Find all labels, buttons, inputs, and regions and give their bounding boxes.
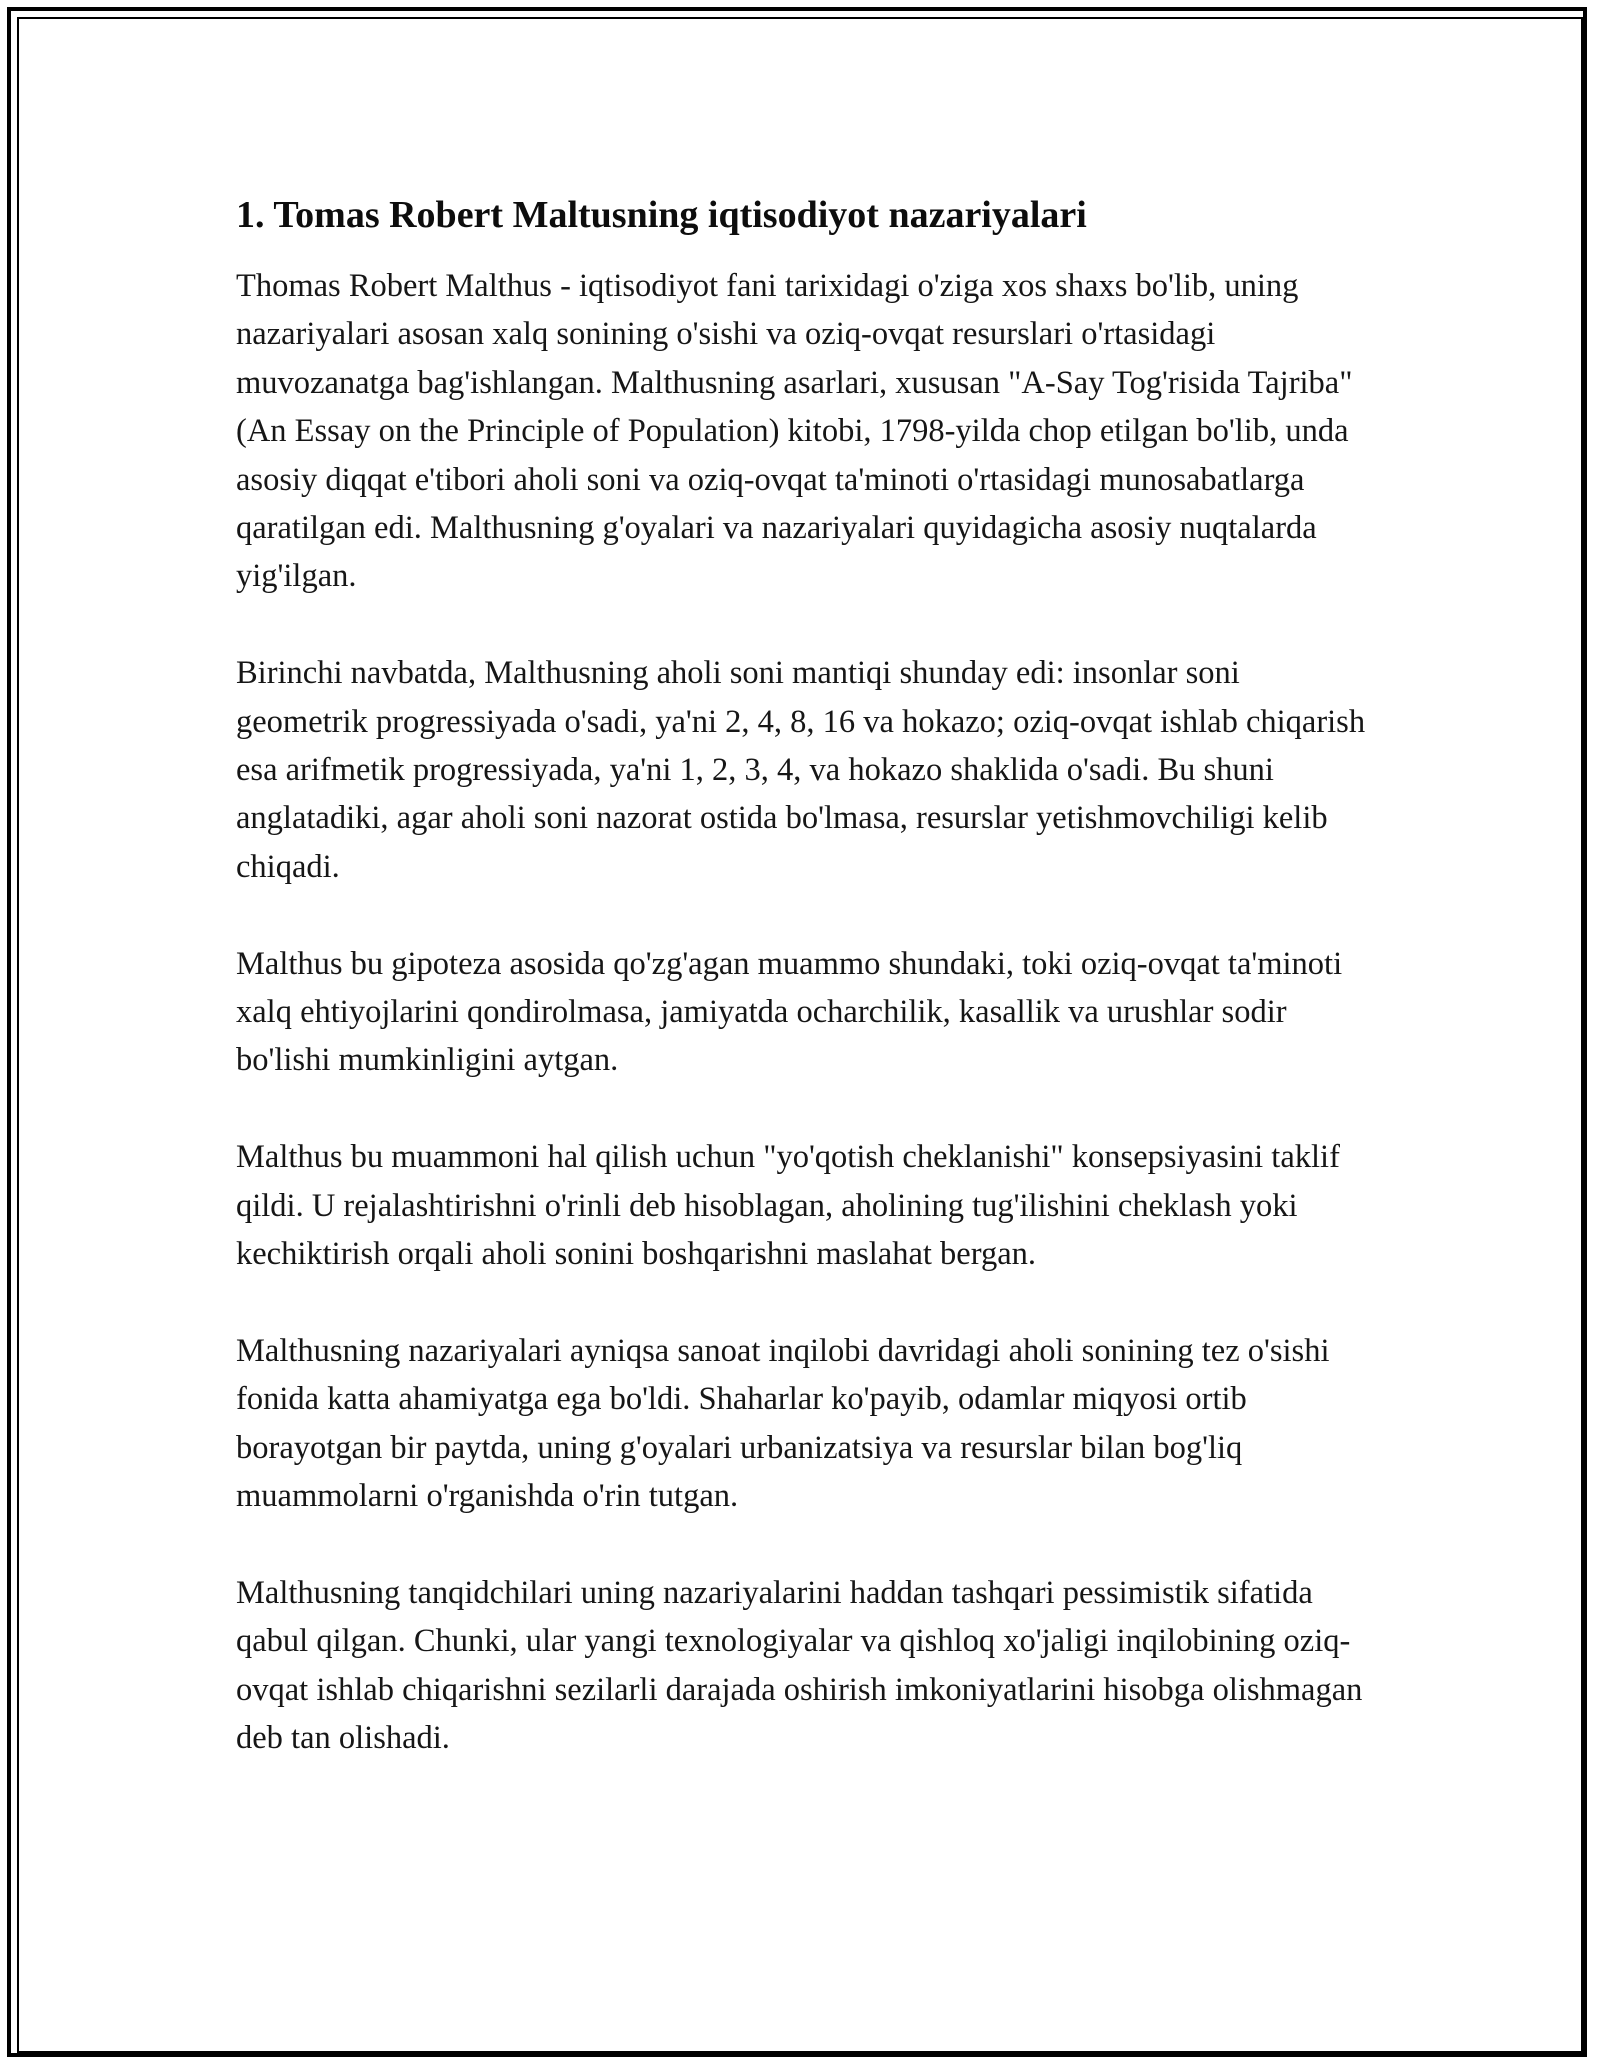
paragraph-industrial-revolution: Malthusning nazariyalari ayniqsa sanoat inqilobi davridagi aholi sonining tez o'sishi fonida katta ahamiyatga ega bo'ldi. Shaharlar ko'payib, odamlar miqyosi ortib borayotgan bir paytda, uning g'oyalari urbanizatsiya va resurslar bilan bog'liq muammolarni o'rganishda o'rin tutgan.: [236, 1332, 1330, 1515]
paragraph-solution: Malthus bu muammoni hal qilish uchun "yo'qotish cheklanishi" konsepsiyasini taklif qildi. U rejalashtirishni o'rinli deb hisoblagan, aholining tug'ilishini cheklash yoki kechiktirish orqali aholi sonini boshqarishni maslahat bergan.: [236, 1139, 1340, 1273]
document-title: 1. Tomas Robert Maltusning iqtisodiyot nazariyalari: [236, 194, 1087, 236]
paragraph-population-logic: Birinchi navbatda, Malthusning aholi soni mantiqi shunday edi: insonlar soni geometrik progressiyada o'sadi, ya'ni 2, 4, 8, 16 va hokazo; oziq-ovqat ishlab chiqarish esa arifmetik progressiyada, ya'ni 1, 2, 3, 4, va hokazo shaklida o'sadi. Bu shuni anglatadiki, agar aholi soni nazorat ostida bo'lmasa, resurslar yetishmovchiligi kelib chiqadi.: [236, 655, 1366, 885]
document-body: [236, 190, 1366, 1763]
paragraph-critics: Malthusning tanqidchilari uning nazariyalarini haddan tashqari pessimistik sifatida qabul qilgan. Chunki, ular yangi texnologiyalar va qishloq xo'jaligi inqilobining oziq-ovqat ishlab chiqarishni sezilarli darajada oshirish imkoniyatlarini hisobga olishmagan deb tan olishadi.: [236, 1574, 1363, 1757]
paragraph-intro: Thomas Robert Malthus - iqtisodiyot fani tarixidagi o'ziga xos shaxs bo'lib, uning nazariyalari asosan xalq sonining o'sishi va oziq-ovqat resurslari o'rtasidagi muvozanatga bag'ishlangan. Malthusning asarlari, xususan "A-Say Tog'risida Tajriba" (An Essay on the Principle of Population) kitobi, 1798-yilda chop etilgan bo'lib, unda asosiy diqqat e'tibori aholi soni va oziq-ovqat ta'minoti o'rtasidagi munosabatlarga qaratilgan edi. Malthusning g'oyalari va nazariyalari quyidagicha asosiy nuqtalarda yig'ilgan.: [236, 268, 1353, 595]
paragraph-problem: Malthus bu gipoteza asosida qo'zg'agan muammo shundaki, toki oziq-ovqat ta'minoti xalq ehtiyojlarini qondirolmasa, jamiyatda ocharchilik, kasallik va urushlar sodir bo'lishi mumkinligini aytgan.: [236, 945, 1343, 1079]
